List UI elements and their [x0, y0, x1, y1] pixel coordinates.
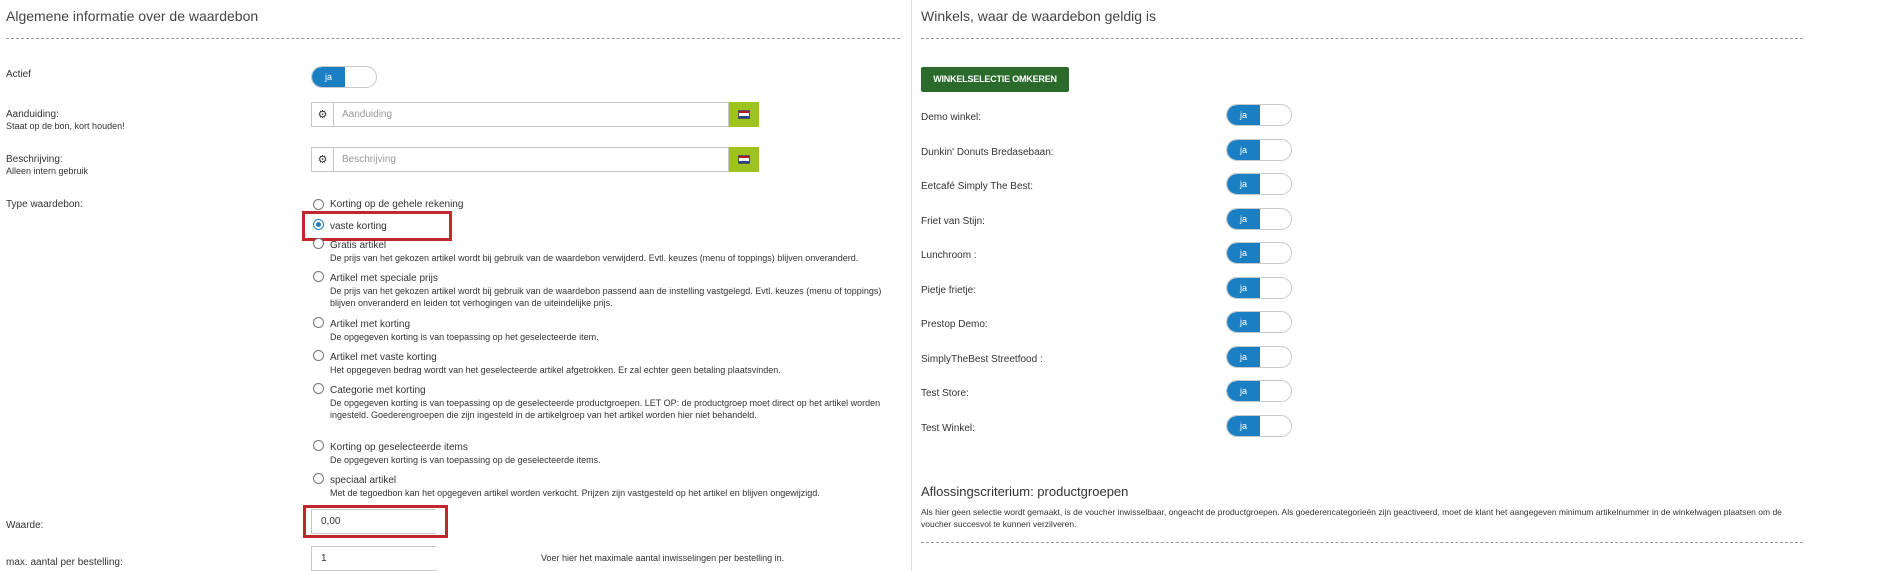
- type-option-desc-7: De opgegeven korting is van toepassing op de geselecteerde items.: [330, 455, 601, 465]
- beschrijving-label: [6, 154, 88, 176]
- store-name: Test Store:: [921, 388, 969, 399]
- type-radio-6[interactable]: [313, 383, 324, 394]
- waarde-input[interactable]: [311, 509, 436, 534]
- store-toggle-state: ja: [1227, 416, 1260, 436]
- store-name: Test Winkel:: [921, 423, 975, 434]
- store-toggle[interactable]: [1226, 208, 1292, 230]
- beschrijving-group: [311, 147, 729, 172]
- store-name: Lunchroom :: [921, 250, 977, 261]
- aanduiding-input[interactable]: [334, 103, 728, 126]
- aanduiding-group: [311, 102, 729, 127]
- store-toggle-state: ja: [1227, 312, 1260, 332]
- invert-selection-button[interactable]: WINKELSELECTIE OMKEREN: [921, 67, 1069, 92]
- type-radio-5[interactable]: [313, 350, 324, 361]
- store-toggle[interactable]: [1226, 104, 1292, 126]
- store-toggle-state: ja: [1227, 174, 1260, 194]
- type-radio-2[interactable]: [313, 238, 324, 249]
- beschrijving-language-button[interactable]: [729, 147, 759, 172]
- max-input[interactable]: [311, 546, 436, 571]
- store-toggle[interactable]: [1226, 242, 1292, 264]
- store-toggle[interactable]: [1226, 173, 1292, 195]
- type-option-title-0: Korting op de gehele rekening: [330, 199, 464, 210]
- type-option-desc-6: De opgegeven korting is van toepassing op de geselecteerde productgroepen. LET OP: de productgroep moet direct op het artikel worden ingesteld. Goederengroepen die zijn ingesteld in de artikelgroep van het artikel worden hier niet behandeld.: [330, 398, 881, 420]
- beschrijving-label-text: Beschrijving:: [6, 154, 63, 165]
- store-toggle-state: ja: [1227, 278, 1260, 298]
- aanduiding-label: [6, 109, 125, 131]
- type-option-desc-8: Met de tegoedbon kan het opgegeven artikel worden verkocht. Prijzen zijn vastgesteld op het artikel en blijven ongewijzigd.: [330, 488, 820, 498]
- store-toggle-state: ja: [1227, 347, 1260, 367]
- actief-toggle-state: ja: [312, 67, 345, 87]
- gear-icon[interactable]: ⚙: [312, 103, 334, 126]
- type-option-desc-3: De prijs van het gekozen artikel wordt bij gebruik van de waardebon passend aan de instelling vastgelegd. Evtl. keuzes (menu of toppings) blijven onveranderd en leiden tot verhogingen van de uiteindelijke prijs.: [330, 286, 882, 308]
- store-toggle-state: ja: [1227, 381, 1260, 401]
- type-option-title-8: speciaal artikel: [330, 475, 397, 486]
- type-option-desc-5: Het opgegeven bedrag wordt van het geselecteerde artikel afgetrokken. Er zal echter geen betaling plaatsvinden.: [330, 365, 781, 375]
- store-name: Pietje frietje:: [921, 285, 977, 296]
- type-label: Type waardebon:: [6, 199, 83, 210]
- general-info-divider: [6, 38, 900, 39]
- type-option-desc-4: De opgegeven korting is van toepassing op het geselecteerde item.: [330, 332, 599, 342]
- store-toggle-state: ja: [1227, 105, 1260, 125]
- store-toggle[interactable]: [1226, 346, 1292, 368]
- dutch-flag-icon: [738, 155, 750, 164]
- type-radio-4[interactable]: [313, 317, 324, 328]
- type-radio-1[interactable]: [313, 219, 324, 230]
- type-radio-3[interactable]: [313, 271, 324, 282]
- waarde-label: Waarde:: [6, 520, 44, 531]
- criterium-title: Aflossingscriterium: productgroepen: [921, 484, 1129, 499]
- aanduiding-hint: Staat op de bon, kort houden!: [6, 121, 125, 131]
- store-name: Friet van Stijn:: [921, 216, 985, 227]
- type-radio-7[interactable]: [313, 440, 324, 451]
- type-option-title-4: Artikel met korting: [330, 319, 411, 330]
- general-info-title: Algemene informatie over de waardebon: [6, 8, 259, 24]
- type-option-title-6: Categorie met korting: [330, 385, 426, 396]
- beschrijving-input[interactable]: [334, 148, 728, 171]
- gear-icon[interactable]: ⚙: [312, 148, 334, 171]
- type-option-desc-2: De prijs van het gekozen artikel wordt bij gebruik van de waardebon verwijderd. Evtl. keuzes (menu of toppings) blijven onveranderd.: [330, 253, 859, 263]
- store-toggle[interactable]: [1226, 311, 1292, 333]
- type-option-title-1: vaste korting: [330, 221, 387, 232]
- stores-title: Winkels, waar de waardebon geldig is: [921, 8, 1157, 24]
- store-toggle-state: ja: [1227, 243, 1260, 263]
- store-toggle[interactable]: [1226, 415, 1292, 437]
- dutch-flag-icon: [738, 110, 750, 119]
- max-hint: Voer hier het maximale aantal inwisselingen per bestelling in.: [541, 553, 785, 563]
- max-label: max. aantal per bestelling:: [6, 557, 123, 568]
- criterium-desc: Als hier geen selectie wordt gemaakt, is de voucher inwisselbaar, ongeacht de productgroepen. Als goederencategorieën zijn geactiveerd, moet de klant het aangegeven minimum artikelnummer in de winkelwagen plaatsen om de voucher succesvol te kunnen verzilveren.: [921, 507, 1782, 529]
- actief-label: Actief: [6, 69, 32, 80]
- aanduiding-language-button[interactable]: [729, 102, 759, 127]
- store-toggle-state: ja: [1227, 209, 1260, 229]
- store-toggle[interactable]: [1226, 277, 1292, 299]
- store-name: SimplyTheBest Streetfood :: [921, 354, 1043, 365]
- store-toggle[interactable]: [1226, 139, 1292, 161]
- type-option-title-3: Artikel met speciale prijs: [330, 273, 438, 284]
- type-radio-8[interactable]: [313, 473, 324, 484]
- aanduiding-label-text: Aanduiding:: [6, 109, 59, 120]
- store-toggle[interactable]: [1226, 380, 1292, 402]
- store-toggle-state: ja: [1227, 140, 1260, 160]
- type-option-title-5: Artikel met vaste korting: [330, 352, 437, 363]
- store-name: Demo winkel:: [921, 112, 982, 123]
- type-radio-0[interactable]: [313, 199, 324, 210]
- store-name: Dunkin' Donuts Bredasebaan:: [921, 147, 1054, 158]
- type-option-title-7: Korting op geselecteerde items: [330, 442, 468, 453]
- store-name: Eetcafé Simply The Best:: [921, 181, 1034, 192]
- criterium-divider: [921, 542, 1803, 543]
- type-option-title-2: Gratis artikel: [330, 240, 387, 251]
- stores-divider: [921, 38, 1803, 39]
- actief-toggle[interactable]: [311, 66, 377, 88]
- panel-separator: [911, 0, 912, 571]
- beschrijving-hint: Alleen intern gebruik: [6, 166, 89, 176]
- store-name: Prestop Demo:: [921, 319, 988, 330]
